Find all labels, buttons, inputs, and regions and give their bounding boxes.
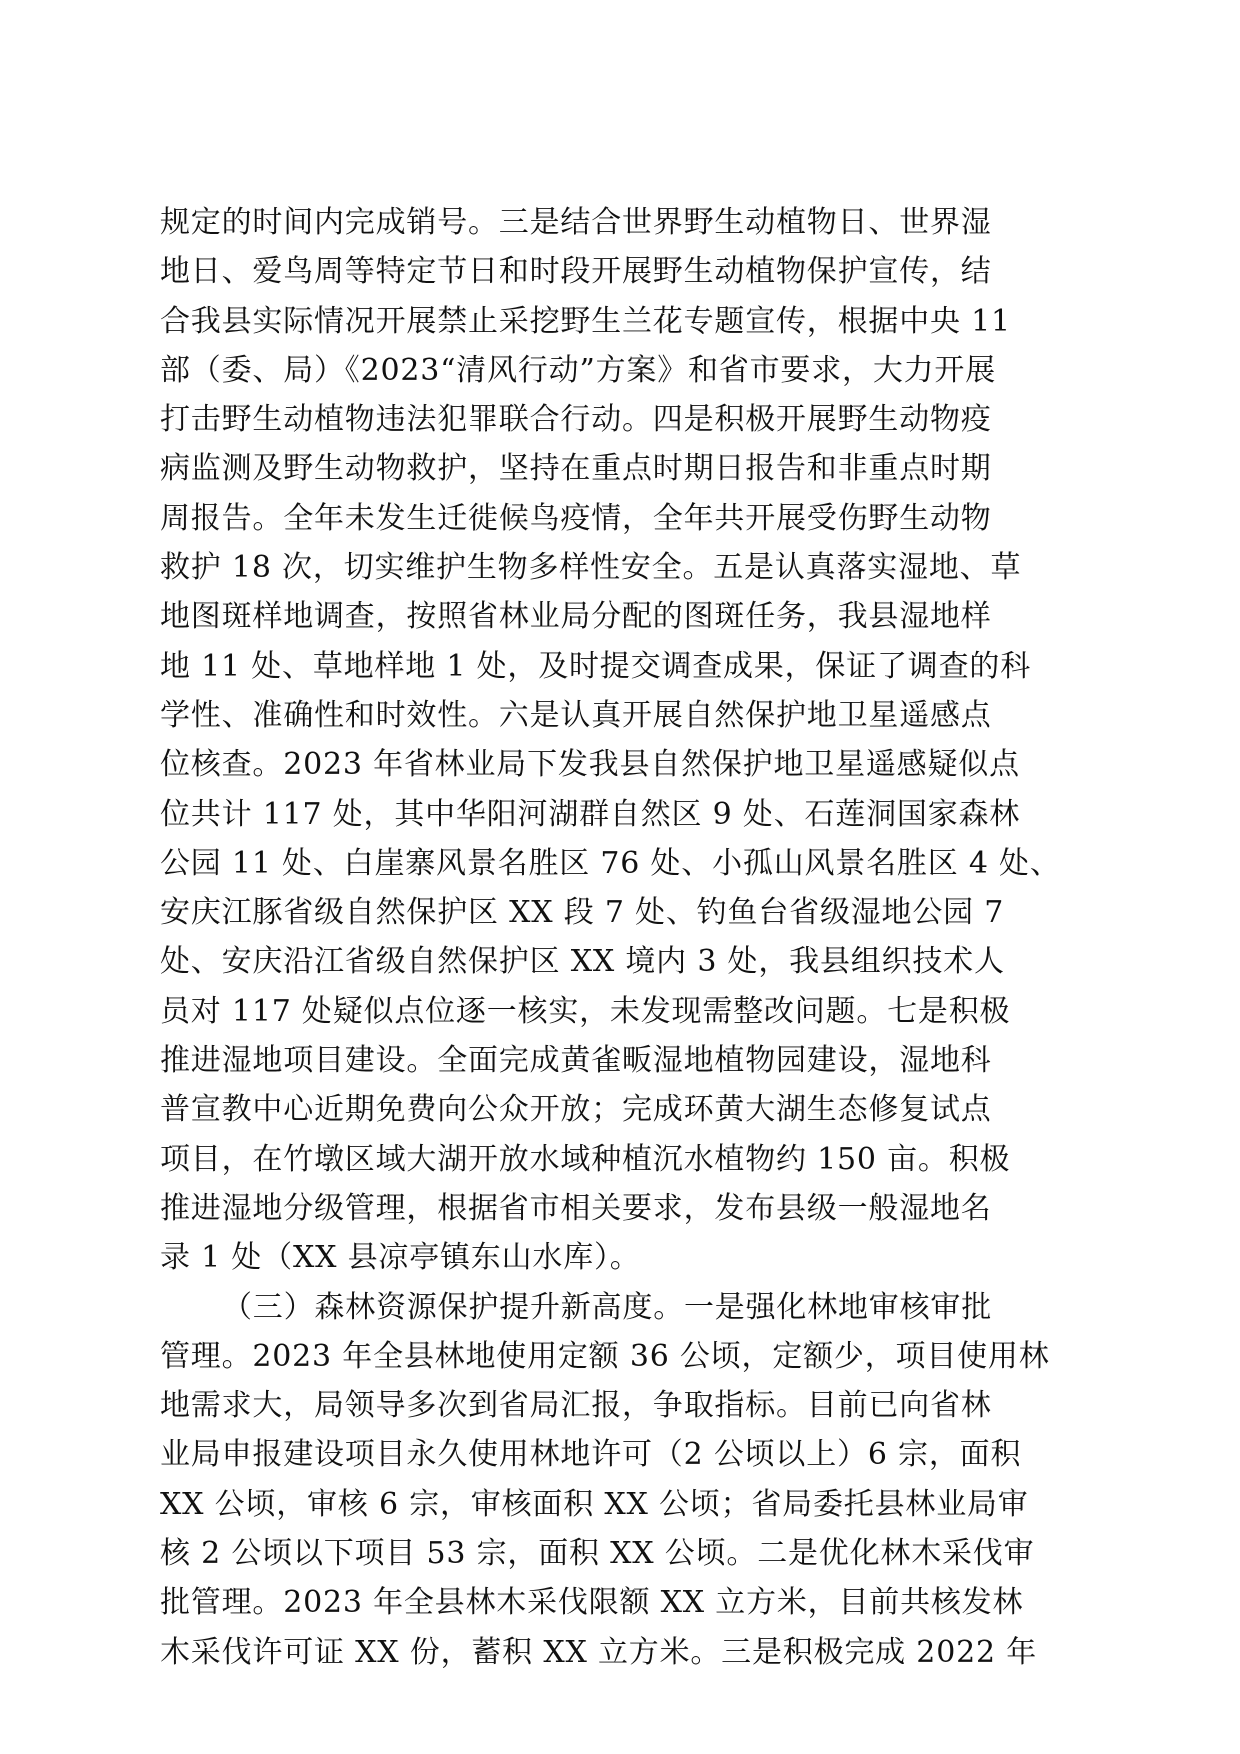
text-line: 管理。2023 年全县林地使用定额 36 公顷，定额少，项目使用林 bbox=[160, 1338, 1050, 1374]
text-line: 批管理。2023 年全县林木采伐限额 XX 立方米，目前共核发林 bbox=[160, 1585, 1024, 1621]
text-line: 木采伐许可证 XX 份，蓄积 XX 立方米。三是积极完成 2022 年 bbox=[160, 1634, 1037, 1670]
text-line: 地图斑样地调查，按照省林业局分配的图斑任务，我县湿地样 bbox=[160, 599, 992, 635]
text-line: 救护 18 次，切实维护生物多样性安全。五是认真落实湿地、草 bbox=[160, 550, 1022, 586]
text-line: 业局申报建设项目永久使用林地许可（2 公顷以上）6 宗，面积 bbox=[160, 1437, 1022, 1473]
text-line: 普宣教中心近期免费向公众开放；完成环黄大湖生态修复试点 bbox=[160, 1092, 992, 1128]
text-line: 位共计 117 处，其中华阳河湖群自然区 9 处、石莲洞国家森林 bbox=[160, 796, 1021, 832]
text-line: 推进湿地分级管理，根据省市相关要求，发布县级一般湿地名 bbox=[160, 1190, 992, 1226]
text-line: 部（委、局）《2023“清风行动”方案》和省市要求，大力开展 bbox=[160, 352, 997, 388]
text-line: 合我县实际情况开展禁止采挖野生兰花专题宣传，根据中央 11 bbox=[160, 303, 1011, 339]
text-line: 病监测及野生动物救护，坚持在重点时期日报告和非重点时期 bbox=[160, 451, 992, 487]
text-line: 地 11 处、草地样地 1 处，及时提交调查成果，保证了调查的科 bbox=[160, 648, 1032, 684]
text-line: 录 1 处（XX 县凉亭镇东山水库）。 bbox=[160, 1240, 641, 1276]
body-text bbox=[160, 198, 1090, 1677]
text-line: 规定的时间内完成销号。三是结合世界野生动植物日、世界湿 bbox=[160, 205, 992, 240]
text-line: 处、安庆沿江省级自然保护区 XX 境内 3 处，我县组织技术人 bbox=[160, 944, 1005, 980]
text-line: 安庆江豚省级自然保护区 XX 段 7 处、钓鱼台省级湿地公园 7 bbox=[160, 895, 1005, 931]
text-line: 核 2 公顷以下项目 53 宗，面积 XX 公顷。二是优化林木采伐审 bbox=[160, 1536, 1035, 1572]
text-line: 打击野生动植物违法犯罪联合行动。四是积极开展野生动物疫 bbox=[160, 402, 992, 438]
text-line: 位核查。2023 年省林业局下发我县自然保护地卫星遥感疑似点 bbox=[160, 747, 1020, 783]
text-line: 员对 117 处疑似点位逐一核实，未发现需整改问题。七是积极 bbox=[160, 993, 1011, 1029]
text-line: 推进湿地项目建设。全面完成黄雀畈湿地植物园建设，湿地科 bbox=[160, 1043, 992, 1079]
text-line: 地日、爱鸟周等特定节日和时段开展野生动植物保护宣传，结 bbox=[160, 254, 992, 290]
text-line: 学性、准确性和时效性。六是认真开展自然保护地卫星遥感点 bbox=[160, 697, 992, 733]
text-line: XX 公顷，审核 6 宗，审核面积 XX 公顷；省局委托县林业局审 bbox=[160, 1486, 1029, 1522]
text-line: 周报告。全年未发生迁徙候鸟疫情，全年共开展受伤野生动物 bbox=[160, 500, 992, 536]
section-heading-line: （三）森林资源保护提升新高度。一是强化林地审核审批 bbox=[222, 1289, 992, 1325]
text-line: 地需求大，局领导多次到省局汇报，争取指标。目前已向省林 bbox=[160, 1388, 992, 1424]
text-line: 项目，在竹墩区域大湖开放水域种植沉水植物约 150 亩。积极 bbox=[160, 1141, 1011, 1177]
text-line: 公园 11 处、白崖寨风景名胜区 76 处、小孤山风景名胜区 4 处、 bbox=[160, 845, 1061, 881]
